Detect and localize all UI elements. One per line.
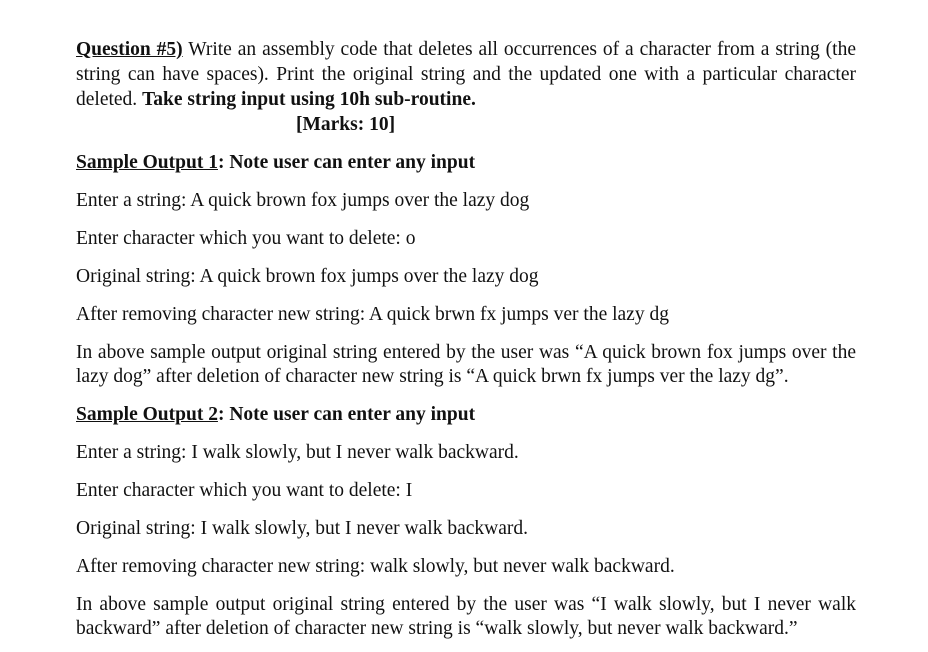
sample1-line-result: After removing character new string: A quick brwn fx jumps ver the lazy dg xyxy=(76,304,669,325)
sample2-line-result: After removing character new string: walk slowly, but never walk backward. xyxy=(76,556,675,577)
sample-output-1-note: : Note user can enter any input xyxy=(217,152,476,173)
sample2-line-original: Original string: I walk slowly, but I never walk backward. xyxy=(76,518,528,539)
sample-output-1-label: Sample Output 1 xyxy=(76,152,218,173)
document-page xyxy=(76,37,856,641)
question-instruction: Take string input using 10h sub-routine. xyxy=(142,89,476,110)
sample1-line-input-string: Enter a string: A quick brown fox jumps over the lazy dog xyxy=(76,190,530,211)
question-label: Question #5) xyxy=(76,39,183,60)
sample2-line-input-string: Enter a string: I walk slowly, but I never walk backward. xyxy=(76,442,519,463)
sample1-explanation: In above sample output original string entered by the user was “A quick brown fox jumps over the lazy dog” after deletion of character new string is “A quick brwn fx jumps ver the lazy dg”. xyxy=(76,342,856,387)
sample1-line-original: Original string: A quick brown fox jumps over the lazy dog xyxy=(76,266,539,287)
sample-output-1-heading xyxy=(76,150,856,175)
question-paragraph xyxy=(76,37,856,112)
sample2-explanation: In above sample output original string entered by the user was “I walk slowly, but I never walk backward” after deletion of character new string is “walk slowly, but never walk backward.” xyxy=(76,594,856,639)
question-text: Write an assembly code that deletes all occurrences of a character from a string (the string can have spaces). Print the original string and the updated one with a particular character deleted. xyxy=(76,39,856,110)
sample-output-2-heading xyxy=(76,402,856,427)
sample2-line-input-char: Enter character which you want to delete: I xyxy=(76,480,413,501)
marks-label: [Marks: 10] xyxy=(296,114,396,135)
sample1-line-input-char: Enter character which you want to delete: o xyxy=(76,228,416,249)
sample-output-2-label: Sample Output 2 xyxy=(76,404,218,425)
sample-output-2-note: : Note user can enter any input xyxy=(217,404,476,425)
